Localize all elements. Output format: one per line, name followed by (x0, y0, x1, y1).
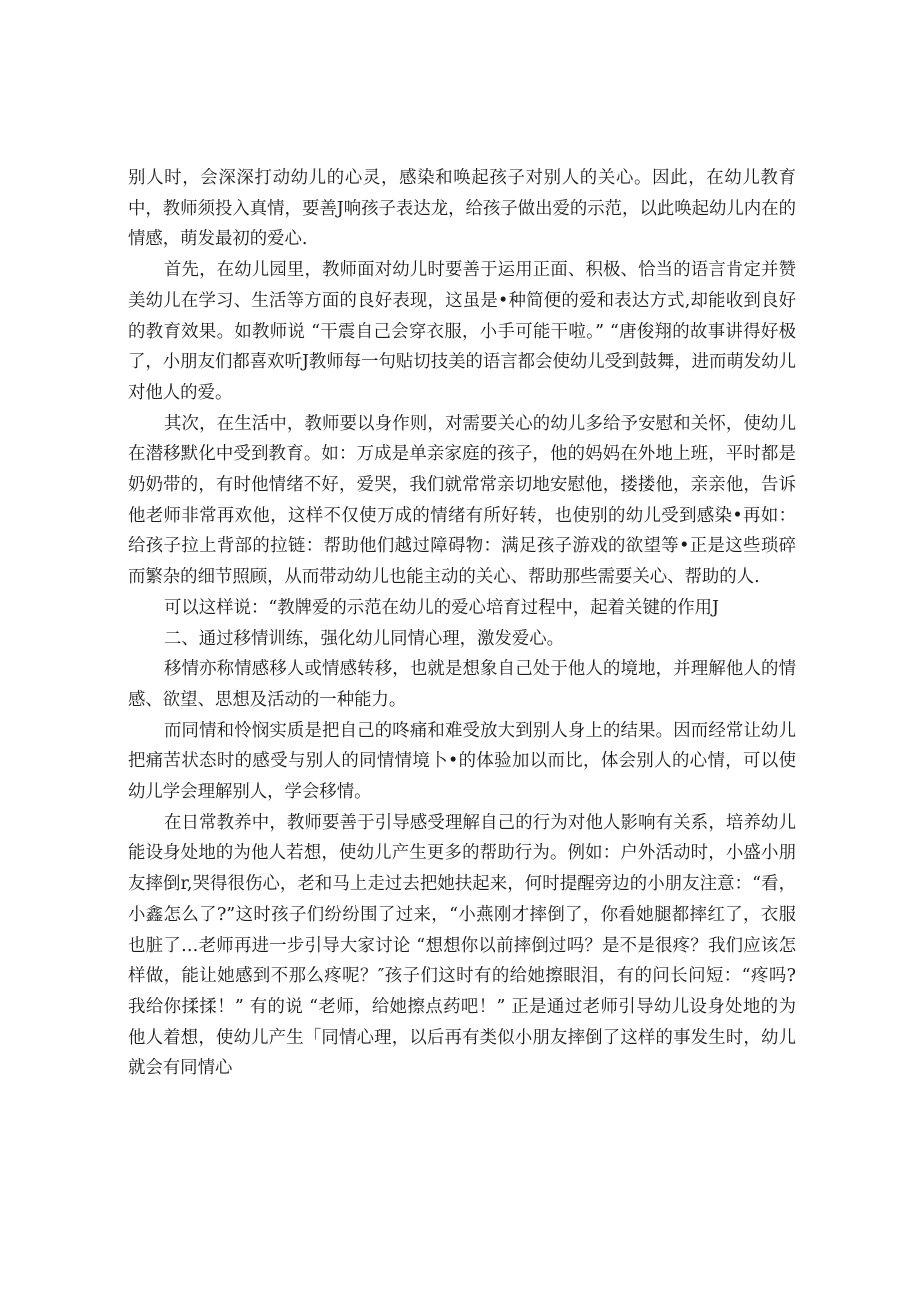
paragraph-empathy-definition: 移情亦称情感移人或情感转移，也就是想象自己处于他人的境地，并理解他人的情感、欲望、思想及活动的一种能力。 (128, 659, 796, 710)
document-body (128, 163, 796, 1084)
paragraph-lead-by-example: 其次，在生活中，教师要以身作则，对需要关心的幼儿多给予安慰和关怀，使幼儿在潜移默化中受到教育。如：万成是单亲家庭的孩子，他的妈妈在外地上班，平时都是奶奶带的，有时他情绪不好，爱哭，我们就常常亲切地安慰他，搂搂他，亲亲他，告诉他老师非常再欢他，这样不仅使万成的情绪有所好转，也使别的幼儿受到感染•再如：给孩子拉上背部的拉链：帮助他们越过障碍物：满足孩子游戏的欲望等•正是这些琐碎而繁杂的细节照顾，从而带动幼儿也能主动的关心、帮助那些需要关心、帮助的人. (128, 413, 796, 588)
section-heading-empathy-training: 二、通过移情训练，强化幼儿同情心理，激发爱心。 (164, 628, 564, 649)
paragraph-summary-quote: 可以这样说：“教牌爱的示范在幼儿的爱心培育过程中，起着关键的作用J (164, 597, 719, 618)
paragraph-sympathy: 而同情和怜悯实质是把自己的咚痛和难受放大到别人身上的结果。因而经常让幼儿把痛苦状态时的感受与别人的同情情境卜•的体验加以而比，体会别人的心情，可以使幼儿学会理解别人，学会移情。 (128, 720, 796, 803)
paragraph-daily-guidance: 在日常教养中，教师要善于引导感受理解自己的行为对他人影响有关系，培养幼儿能设身处地的为他人若想，使幼儿产生更多的帮助行为。例如：户外活动时，小盛小朋友摔倒r,哭得很伤心，老和马上走过去把她扶起来，何时提醒旁边的小朋友注意：“看，小鑫怎么了?”这时孩子们纷纷围了过来，“小燕刚才摔倒了，你看她腿都摔红了，衣服也脏了…老师再进一步引导大家讨论 “想想你以前摔倒过吗？是不是很疼？我们应该怎样做，能让她感到不那么疼呢？″孩子们这时有的给她擦眼泪，有的问长问短：“疼吗?我给你揉揉！” 有的说 “老师，给她擦点药吧！” 正是通过老师引导幼儿设身处地的为他人着想，使幼儿产生「同情心理，以后再有类似小朋友摔倒了这样的事发生时，幼儿就会有同情心 (128, 812, 796, 1079)
paragraph-continuation: 别人时，会深深打动幼儿的心灵，感染和唤起孩子对别人的关心。因此，在幼儿教育中，教师须投入真情，要善J响孩子表达龙，给孩子做出爱的示范，以此唤起幼儿内在的情感，萌发最初的爱心. (128, 168, 796, 250)
paragraph-praise-language: 首先，在幼儿园里，教师面对幼儿时要善于运用正面、积极、恰当的语言肯定并赞美幼儿在学习、生活等方面的良好表现，这虽是•种简便的爱和表达方式,却能收到良好的教育效果。如教师说 “干震自己会穿衣服，小手可能干啦。” “唐俊翔的故事讲得好极了，小朋友们都喜欢听J教师每一句贴切技美的语言都会使幼儿受到鼓舞，进而萌发幼儿对他人的爱。 (128, 260, 796, 403)
